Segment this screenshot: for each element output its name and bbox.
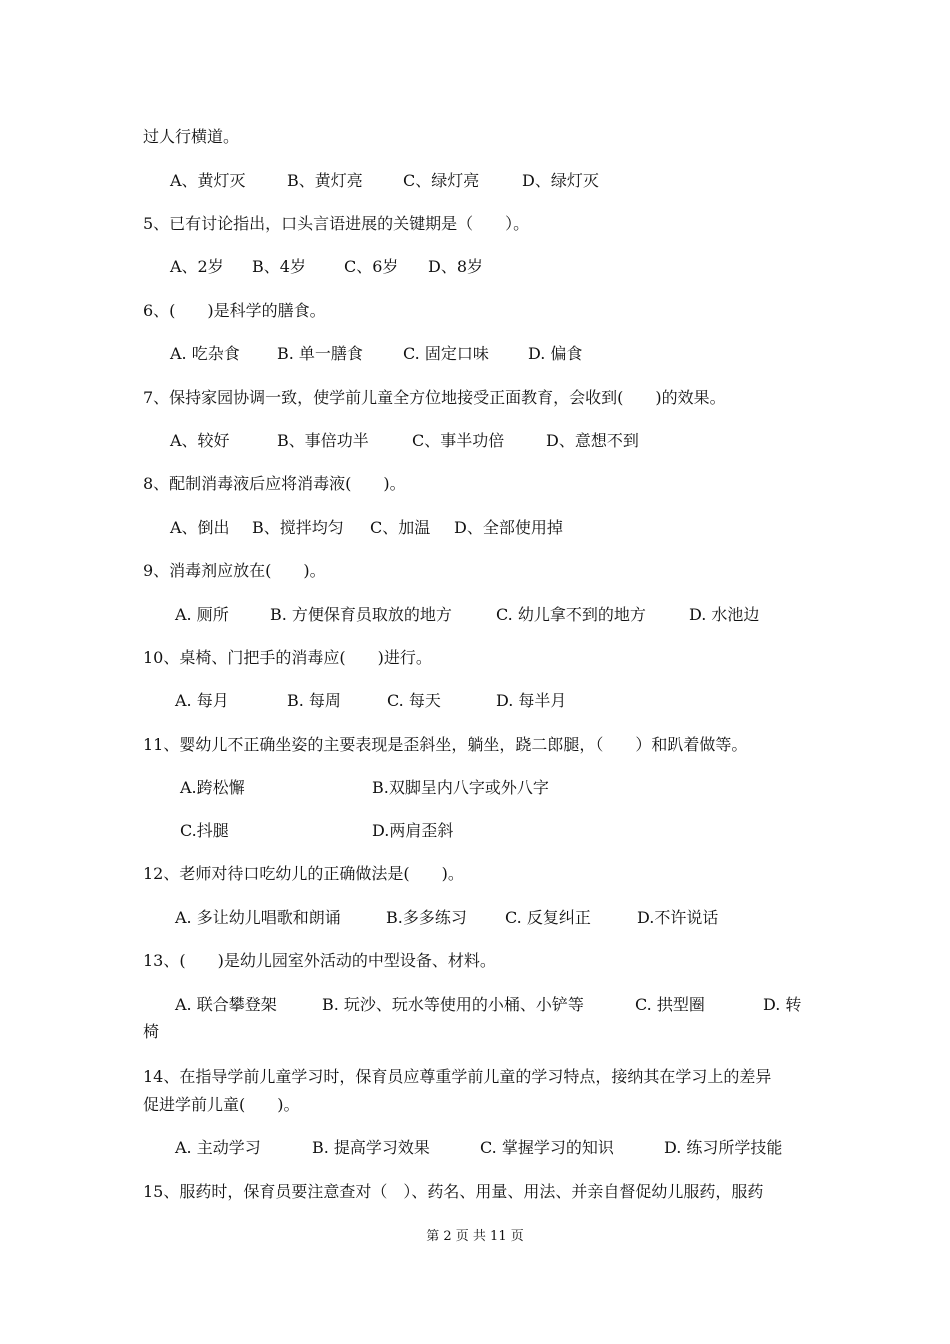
q14-option-b: B. 提高学习效果 [312,1138,430,1157]
q9-option-c: C. 幼儿拿不到的地方 [496,605,646,624]
q11-option-b: B.双脚呈内八字或外八字 [372,778,549,797]
q10-option-b: B. 每周 [287,691,341,710]
question-5-stem: 5、已有讨论指出，口头言语进展的关键期是（ ）。 [143,214,530,233]
q4-option-b: B、黄灯亮 [287,171,363,190]
question-11-stem: 11、婴幼儿不正确坐姿的主要表现是歪斜坐，躺坐，跷二郎腿，（ ）和趴着做等。 [143,735,748,754]
question-10-stem: 10、桌椅、门把手的消毒应( )进行。 [143,648,432,667]
q8-option-b: B、搅拌均匀 [252,518,344,537]
q11-option-d: D.两肩歪斜 [372,821,454,840]
q9-option-d: D. 水池边 [689,605,760,624]
q6-option-b: B. 单一膳食 [277,344,363,363]
question-15-stem: 15、服药时，保育员要注意查对（ ）、药名、用量、用法、并亲自督促幼儿服药，服药 [143,1182,764,1201]
q7-option-b: B、事倍功半 [277,431,369,450]
q12-option-a: A. 多让幼儿唱歌和朗诵 [175,908,341,927]
q10-option-c: C. 每天 [387,691,441,710]
question-9-stem: 9、消毒剂应放在( )。 [143,561,326,580]
q8-option-a: A、倒出 [170,518,230,537]
q4-option-d: D、绿灯灭 [522,171,599,190]
q14-option-c: C. 掌握学习的知识 [480,1138,614,1157]
question-12-stem: 12、老师对待口吃幼儿的正确做法是( )。 [143,864,464,883]
q11-option-c: C.抖腿 [180,821,229,840]
question-13-stem: 13、( )是幼儿园室外活动的中型设备、材料。 [143,951,496,970]
q4-option-c: C、绿灯亮 [403,171,480,190]
question-7-stem: 7、保持家园协调一致，使学前儿童全方位地接受正面教育，会收到( )的效果。 [143,388,726,407]
q13-option-b: B. 玩沙、玩水等使用的小桶、小铲等 [322,995,584,1014]
q13-option-c: C. 拱型圈 [635,995,705,1014]
q14-option-d: D. 练习所学技能 [664,1138,783,1157]
q5-option-a: A、2岁 [170,257,224,276]
q14-option-a: A. 主动学习 [175,1138,261,1157]
question-6-stem: 6、( )是科学的膳食。 [143,301,326,320]
q12-option-c: C. 反复纠正 [505,908,591,927]
question-14-stem-line1: 14、在指导学前儿童学习时，保育员应尊重学前儿童的学习特点，接纳其在学习上的差异 [143,1067,772,1086]
q10-option-d: D. 每半月 [496,691,567,710]
question-4-continuation: 过人行横道。 [143,127,240,146]
q11-option-a: A.跨松懈 [180,778,245,797]
question-14-stem-line2: 促进学前儿童( )。 [143,1095,300,1114]
q7-option-c: C、事半功倍 [412,431,505,450]
q13-option-d: D. 转 [763,995,802,1014]
q4-option-a: A、黄灯灭 [170,171,246,190]
q6-option-d: D. 偏食 [528,344,583,363]
q5-option-c: C、6岁 [344,257,399,276]
q13-option-a: A. 联合攀登架 [175,995,277,1014]
q12-option-d: D.不许说话 [637,908,719,927]
q5-option-b: B、4岁 [252,257,306,276]
page-footer: 第 2 页 共 11 页 [426,1229,524,1244]
q6-option-c: C. 固定口味 [403,344,489,363]
q12-option-b: B.多多练习 [386,908,467,927]
q8-option-d: D、全部使用掉 [454,518,563,537]
q10-option-a: A. 每月 [175,691,229,710]
q7-option-a: A、较好 [170,431,230,450]
question-8-stem: 8、配制消毒液后应将消毒液( )。 [143,474,406,493]
q7-option-d: D、意想不到 [546,431,639,450]
q13-option-d-wrap: 椅 [143,1022,160,1041]
q5-option-d: D、8岁 [428,257,484,276]
q9-option-b: B. 方便保育员取放的地方 [270,605,452,624]
q6-option-a: A. 吃杂食 [170,344,240,363]
q8-option-c: C、加温 [370,518,431,537]
q9-option-a: A. 厕所 [175,605,229,624]
